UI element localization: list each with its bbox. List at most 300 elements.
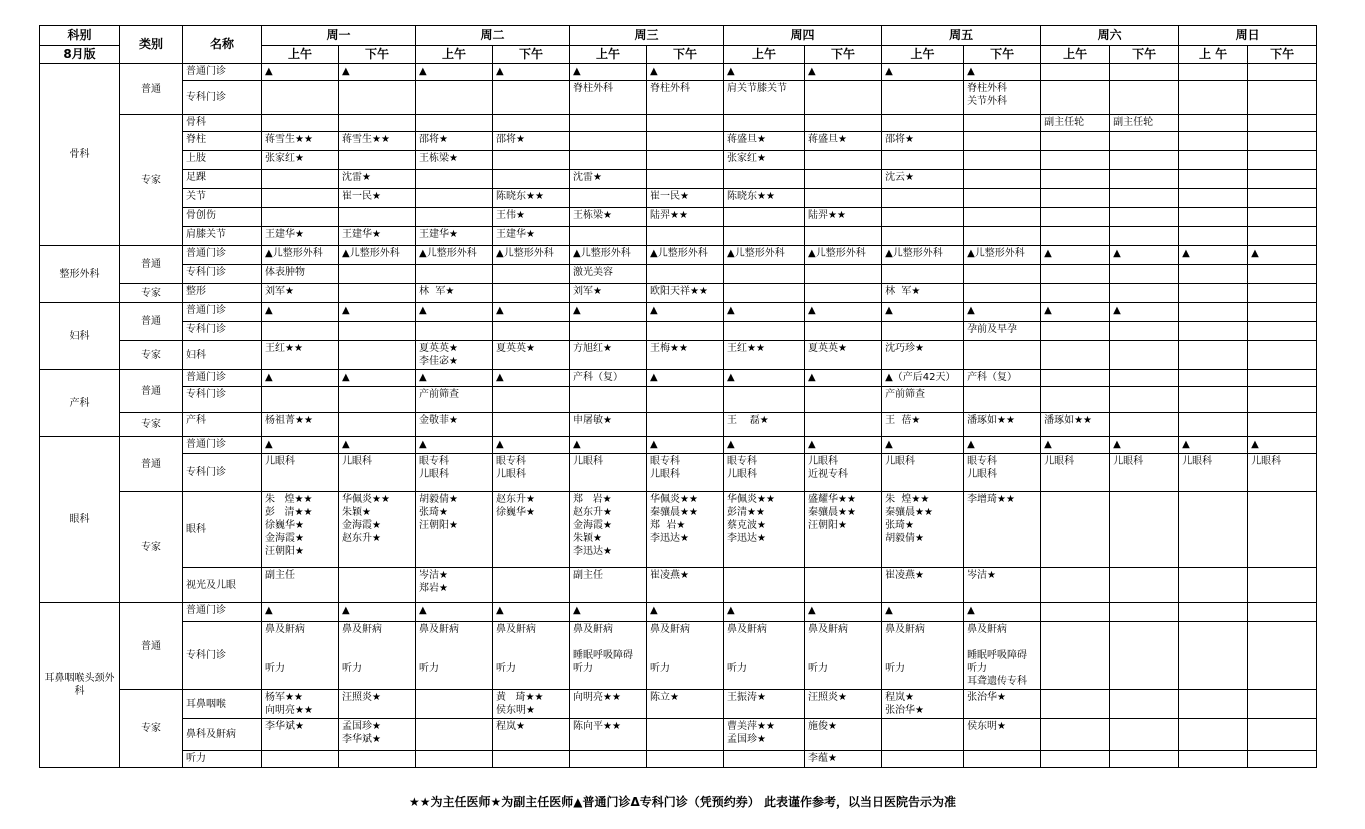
schedule-cell: [647, 454, 724, 492]
schedule-cell: [493, 454, 570, 492]
schedule-cell: [339, 322, 416, 341]
schedule-cell: [262, 454, 339, 492]
doctor-entry: ▲: [808, 605, 816, 616]
schedule-cell: [1179, 719, 1248, 751]
doctor-entry: ▲儿整形外科: [265, 248, 323, 259]
schedule-cell: [1179, 622, 1248, 690]
schedule-row: [40, 751, 1317, 768]
schedule-cell: [1248, 189, 1317, 208]
schedule-cell: [262, 603, 339, 622]
schedule-cell: [1041, 115, 1110, 132]
doctor-entry: ▲: [1113, 305, 1121, 316]
doctor-entry: 汪照炎★: [342, 692, 381, 703]
doctor-entry: 华佩炎★★ 彭清★★ 蔡克波★ 李迅达★: [727, 494, 775, 544]
schedule-cell: [1110, 622, 1179, 690]
schedule-cell: [339, 341, 416, 370]
schedule-cell: [805, 322, 882, 341]
schedule-cell: [1041, 568, 1110, 603]
clinic-name: 耳鼻咽喉: [183, 690, 262, 719]
schedule-cell: [1110, 322, 1179, 341]
schedule-cell: [647, 246, 724, 265]
halfday-header: 上午: [1041, 46, 1110, 64]
clinic-name: 普通门诊: [183, 303, 262, 322]
schedule-cell: [964, 81, 1041, 115]
schedule-cell: [1110, 413, 1179, 437]
schedule-cell: [882, 690, 964, 719]
doctor-entry: 眼专科 儿眼科: [419, 456, 450, 480]
schedule-cell: [570, 246, 647, 265]
schedule-table: [39, 25, 1317, 768]
schedule-cell: [964, 387, 1041, 413]
schedule-cell: [416, 413, 493, 437]
category-label: 普通: [120, 370, 183, 413]
schedule-cell: [647, 437, 724, 454]
doctor-entry: 王 磊★: [727, 415, 769, 426]
schedule-cell: [416, 132, 493, 151]
schedule-cell: [493, 387, 570, 413]
doctor-entry: 朱 煌★★ 秦骧晨★★ 张琦★ 胡毅倩★: [885, 494, 933, 544]
schedule-cell: [493, 719, 570, 751]
category-label: 专家: [120, 492, 183, 603]
schedule-cell: [724, 246, 805, 265]
schedule-cell: [262, 341, 339, 370]
category-label: 专家: [120, 284, 183, 303]
schedule-cell: [1041, 151, 1110, 170]
schedule-cell: [964, 246, 1041, 265]
schedule-cell: [1179, 568, 1248, 603]
doctor-entry: 鼻及鼾病 听力: [727, 624, 768, 674]
schedule-cell: [1248, 170, 1317, 189]
doctor-entry: 夏英英★: [808, 343, 848, 354]
category-label: 普通: [120, 303, 183, 341]
clinic-name: 专科门诊: [183, 387, 262, 413]
schedule-cell: [647, 189, 724, 208]
doctor-entry: ▲: [727, 372, 735, 383]
halfday-header: 下午: [493, 46, 570, 64]
schedule-row: [40, 208, 1317, 227]
doctor-entry: ▲: [419, 439, 427, 450]
schedule-cell: [570, 341, 647, 370]
doctor-entry: 鼻及鼾病 睡眠呼吸障碍 听力: [573, 624, 634, 674]
day-header-mon: 周一: [262, 26, 416, 46]
schedule-cell: [1110, 227, 1179, 246]
schedule-cell: [1248, 246, 1317, 265]
schedule-cell: [493, 189, 570, 208]
day-header-sat: 周六: [1041, 26, 1179, 46]
schedule-body: [40, 26, 1317, 768]
schedule-cell: [493, 284, 570, 303]
schedule-cell: [647, 303, 724, 322]
doctor-entry: 崔凌燕★: [650, 570, 689, 581]
clinic-name: 鼻科及鼾病: [183, 719, 262, 751]
schedule-cell: [262, 622, 339, 690]
schedule-cell: [1179, 81, 1248, 115]
schedule-cell: [882, 719, 964, 751]
schedule-cell: [262, 387, 339, 413]
day-header-fri: 周五: [882, 26, 1041, 46]
schedule-cell: [724, 81, 805, 115]
clinic-name: 普通门诊: [183, 603, 262, 622]
schedule-row: [40, 437, 1317, 454]
schedule-cell: [964, 64, 1041, 81]
schedule-cell: [493, 341, 570, 370]
doctor-entry: 岑洁★: [967, 570, 997, 581]
schedule-cell: [339, 690, 416, 719]
schedule-cell: [647, 227, 724, 246]
schedule-cell: [805, 437, 882, 454]
schedule-cell: [964, 208, 1041, 227]
schedule-cell: [1110, 370, 1179, 387]
schedule-cell: [570, 568, 647, 603]
schedule-cell: [647, 151, 724, 170]
clinic-name: 视光及儿眼: [183, 568, 262, 603]
schedule-cell: [724, 719, 805, 751]
schedule-cell: [724, 208, 805, 227]
schedule-cell: [1110, 132, 1179, 151]
schedule-row: [40, 322, 1317, 341]
schedule-cell: [964, 189, 1041, 208]
schedule-cell: [1179, 413, 1248, 437]
schedule-cell: [724, 603, 805, 622]
schedule-cell: [964, 719, 1041, 751]
doctor-entry: 产前筛查: [419, 389, 460, 400]
schedule-cell: [493, 227, 570, 246]
doctor-entry: 儿眼科: [1113, 456, 1144, 467]
schedule-cell: [724, 413, 805, 437]
schedule-cell: [964, 437, 1041, 454]
doctor-entry: ▲: [419, 305, 427, 316]
schedule-cell: [882, 751, 964, 768]
doctor-entry: 王振涛★: [727, 692, 767, 703]
doctor-entry: 副主任轮: [1113, 117, 1154, 128]
clinic-name: 专科门诊: [183, 81, 262, 115]
doctor-entry: 鼻及鼾病 睡眠呼吸障碍 听力 耳聋遗传专科: [967, 624, 1028, 687]
doctor-entry: 儿眼科: [1044, 456, 1075, 467]
doctor-entry: 曹美萍★★ 孟国珍★: [727, 721, 775, 745]
schedule-cell: [1179, 751, 1248, 768]
schedule-cell: [882, 284, 964, 303]
schedule-cell: [964, 284, 1041, 303]
doctor-entry: ▲: [342, 439, 350, 450]
doctor-entry: ▲: [650, 66, 658, 77]
schedule-cell: [882, 246, 964, 265]
schedule-cell: [493, 690, 570, 719]
schedule-cell: [416, 719, 493, 751]
schedule-cell: [570, 690, 647, 719]
schedule-cell: [724, 151, 805, 170]
category-label: 专家: [120, 115, 183, 246]
schedule-cell: [1179, 246, 1248, 265]
doctor-entry: 儿眼科: [1182, 456, 1213, 467]
schedule-cell: [339, 387, 416, 413]
schedule-cell: [339, 115, 416, 132]
halfday-header: 上午: [416, 46, 493, 64]
schedule-cell: [493, 437, 570, 454]
schedule-cell: [262, 64, 339, 81]
schedule-cell: [1110, 265, 1179, 284]
schedule-row: [40, 622, 1317, 690]
schedule-cell: [724, 170, 805, 189]
schedule-cell: [570, 227, 647, 246]
doctor-entry: 潘琢如★★: [967, 415, 1015, 426]
schedule-cell: [805, 341, 882, 370]
schedule-cell: [262, 132, 339, 151]
schedule-cell: [805, 246, 882, 265]
version-label: 8月版: [40, 46, 120, 64]
schedule-cell: [1041, 751, 1110, 768]
schedule-row: [40, 284, 1317, 303]
schedule-cell: [964, 690, 1041, 719]
doctor-entry: 赵东升★ 徐巍华★: [496, 494, 535, 518]
schedule-cell: [570, 151, 647, 170]
schedule-cell: [647, 751, 724, 768]
clinic-name: 整形: [183, 284, 262, 303]
doctor-entry: ▲: [885, 305, 893, 316]
doctor-entry: 脊柱外科 关节外科: [967, 83, 1008, 107]
schedule-cell: [882, 370, 964, 387]
doctor-entry: 沈雷★: [573, 172, 602, 183]
doctor-entry: 产科（复）: [967, 372, 1018, 383]
doctor-entry: 眼专科 儿眼科: [727, 456, 758, 480]
schedule-cell: [416, 284, 493, 303]
doctor-entry: 夏英英★: [496, 343, 535, 354]
doctor-entry: 金敬菲★: [419, 415, 458, 426]
schedule-cell: [262, 322, 339, 341]
schedule-cell: [1248, 227, 1317, 246]
schedule-cell: [1110, 81, 1179, 115]
doctor-entry: 儿眼科: [885, 456, 916, 467]
schedule-cell: [805, 284, 882, 303]
schedule-cell: [1179, 189, 1248, 208]
schedule-cell: [416, 115, 493, 132]
schedule-cell: [1041, 189, 1110, 208]
doctor-entry: 汪照炎★: [808, 692, 848, 703]
schedule-cell: [1248, 437, 1317, 454]
schedule-cell: [570, 603, 647, 622]
schedule-cell: [339, 622, 416, 690]
schedule-cell: [964, 454, 1041, 492]
doctor-entry: 蒋盛旦★: [808, 134, 848, 145]
schedule-cell: [570, 454, 647, 492]
schedule-cell: [339, 492, 416, 568]
halfday-header: 下午: [1110, 46, 1179, 64]
schedule-cell: [1041, 413, 1110, 437]
doctor-entry: 副主任轮: [1044, 117, 1085, 128]
doctor-entry: ▲: [342, 605, 350, 616]
schedule-cell: [339, 81, 416, 115]
doctor-entry: ▲: [967, 305, 975, 316]
schedule-row: [40, 189, 1317, 208]
doctor-entry: 张家红★: [265, 153, 304, 164]
schedule-cell: [339, 454, 416, 492]
schedule-cell: [1110, 603, 1179, 622]
halfday-header: 下午: [964, 46, 1041, 64]
schedule-cell: [416, 81, 493, 115]
doctor-entry: 王建华★: [419, 229, 458, 240]
doctor-entry: 陈晓东★★: [727, 191, 775, 202]
doctor-entry: 朱 煌★★ 彭 清★★ 徐巍华★ 金海霞★ 汪朝阳★: [265, 494, 313, 557]
schedule-cell: [805, 413, 882, 437]
department-label: 产科: [40, 370, 120, 437]
doctor-entry: ▲: [1182, 439, 1190, 450]
schedule-cell: [493, 751, 570, 768]
doctor-entry: 邵将★: [419, 134, 448, 145]
category-label: 专家: [120, 690, 183, 768]
schedule-cell: [882, 208, 964, 227]
schedule-cell: [647, 322, 724, 341]
schedule-cell: [882, 603, 964, 622]
schedule-cell: [416, 370, 493, 387]
clinic-name: 眼科: [183, 492, 262, 568]
schedule-cell: [964, 603, 1041, 622]
doctor-entry: 副主任: [265, 570, 295, 581]
schedule-cell: [570, 189, 647, 208]
doctor-entry: 王建华★: [496, 229, 535, 240]
clinic-name: 骨创伤: [183, 208, 262, 227]
schedule-cell: [882, 227, 964, 246]
doctor-entry: ▲: [1044, 439, 1052, 450]
schedule-cell: [416, 265, 493, 284]
schedule-cell: [262, 151, 339, 170]
schedule-cell: [262, 370, 339, 387]
schedule-cell: [1179, 322, 1248, 341]
schedule-cell: [1179, 492, 1248, 568]
schedule-cell: [1248, 265, 1317, 284]
doctor-entry: ▲: [1182, 248, 1190, 259]
schedule-cell: [882, 622, 964, 690]
schedule-cell: [416, 208, 493, 227]
schedule-cell: [1248, 719, 1317, 751]
schedule-cell: [964, 170, 1041, 189]
doctor-entry: ▲: [342, 66, 350, 77]
schedule-cell: [1248, 492, 1317, 568]
schedule-cell: [647, 170, 724, 189]
doctor-entry: ▲儿整形外科: [727, 248, 785, 259]
schedule-cell: [647, 132, 724, 151]
schedule-cell: [1248, 370, 1317, 387]
schedule-cell: [493, 132, 570, 151]
schedule-cell: [493, 81, 570, 115]
doctor-entry: ▲: [1113, 248, 1121, 259]
schedule-cell: [1248, 568, 1317, 603]
schedule-cell: [416, 751, 493, 768]
schedule-cell: [1110, 115, 1179, 132]
doctor-entry: 激光美容: [573, 267, 614, 278]
doctor-entry: 鼻及鼾病 听力: [342, 624, 382, 674]
schedule-row: [40, 603, 1317, 622]
doctor-entry: 林 军★: [419, 286, 455, 297]
clinic-name: 肩膝关节: [183, 227, 262, 246]
doctor-entry: ▲: [1044, 305, 1052, 316]
schedule-cell: [416, 303, 493, 322]
clinic-name: 专科门诊: [183, 454, 262, 492]
doctor-entry: ▲: [1044, 248, 1052, 259]
category-label: 普通: [120, 437, 183, 492]
schedule-row: [40, 492, 1317, 568]
schedule-cell: [416, 170, 493, 189]
doctor-entry: 黄 琦★★ 侯东明★: [496, 692, 544, 716]
schedule-cell: [1041, 265, 1110, 284]
schedule-cell: [493, 370, 570, 387]
doctor-entry: 儿眼科: [1251, 456, 1282, 467]
doctor-entry: 眼专科 儿眼科: [496, 456, 527, 480]
schedule-row: [40, 132, 1317, 151]
doctor-entry: 鼻及鼾病 听力: [650, 624, 691, 674]
department-label: 妇科: [40, 303, 120, 370]
doctor-entry: 鼻及鼾病 听力: [419, 624, 460, 674]
schedule-cell: [964, 370, 1041, 387]
schedule-cell: [416, 227, 493, 246]
schedule-cell: [1248, 751, 1317, 768]
schedule-cell: [1041, 303, 1110, 322]
schedule-cell: [1041, 170, 1110, 189]
schedule-row: [40, 246, 1317, 265]
schedule-cell: [882, 341, 964, 370]
doctor-entry: ▲: [573, 305, 581, 316]
clinic-name: 关节: [183, 189, 262, 208]
doctor-entry: 邵将★: [496, 134, 525, 145]
schedule-cell: [1179, 151, 1248, 170]
schedule-cell: [339, 303, 416, 322]
schedule-cell: [964, 492, 1041, 568]
schedule-cell: [1110, 303, 1179, 322]
schedule-cell: [882, 413, 964, 437]
schedule-cell: [1041, 719, 1110, 751]
doctor-entry: 崔凌燕★: [885, 570, 925, 581]
schedule-cell: [1179, 170, 1248, 189]
doctor-entry: ▲: [727, 66, 735, 77]
department-label: 整形外科: [40, 246, 120, 303]
doctor-entry: 刘军★: [573, 286, 602, 297]
schedule-cell: [1248, 81, 1317, 115]
schedule-cell: [724, 284, 805, 303]
schedule-cell: [805, 189, 882, 208]
schedule-cell: [262, 115, 339, 132]
schedule-cell: [882, 322, 964, 341]
doctor-entry: 王红★★: [265, 343, 303, 354]
schedule-cell: [805, 387, 882, 413]
schedule-cell: [882, 81, 964, 115]
schedule-cell: [493, 265, 570, 284]
doctor-entry: 杨祖菁★★: [265, 415, 313, 426]
schedule-cell: [805, 208, 882, 227]
schedule-cell: [570, 208, 647, 227]
doctor-entry: ▲（产后42天）: [885, 372, 956, 383]
doctor-entry: ▲: [808, 439, 816, 450]
schedule-cell: [339, 132, 416, 151]
doctor-entry: ▲: [265, 439, 273, 450]
schedule-row: [40, 151, 1317, 170]
schedule-cell: [805, 719, 882, 751]
doctor-entry: ▲: [967, 439, 975, 450]
schedule-row: [40, 387, 1317, 413]
department-label: 眼科: [40, 437, 120, 603]
doctor-entry: ▲: [650, 439, 658, 450]
day-header-wed: 周三: [570, 26, 724, 46]
halfday-header: 上午: [882, 46, 964, 64]
clinic-name: 足踝: [183, 170, 262, 189]
schedule-cell: [724, 322, 805, 341]
doctor-entry: ▲: [496, 305, 504, 316]
schedule-cell: [724, 64, 805, 81]
doctor-entry: 欧阳天祥★★: [650, 286, 708, 297]
doctor-entry: 刘军★: [265, 286, 294, 297]
schedule-cell: [339, 151, 416, 170]
schedule-cell: [1110, 437, 1179, 454]
doctor-entry: ▲: [573, 66, 581, 77]
schedule-cell: [1248, 413, 1317, 437]
schedule-cell: [262, 719, 339, 751]
